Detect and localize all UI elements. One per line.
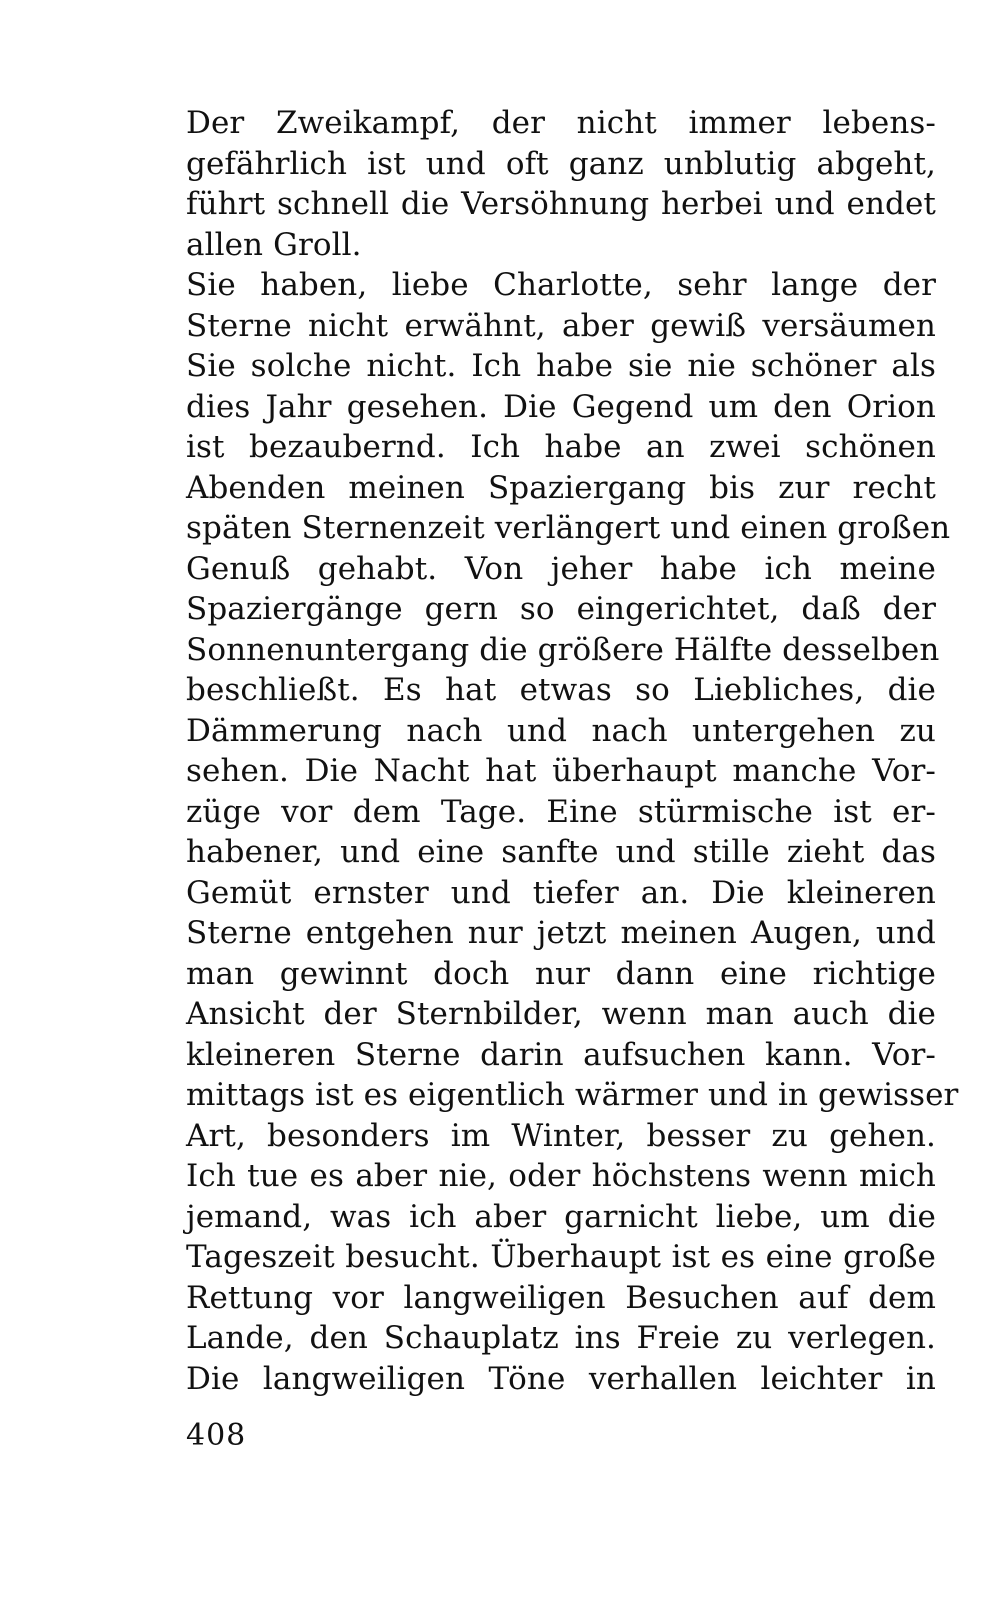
text-line: führt schnell die Versöhnung herbei und endet [186, 186, 936, 222]
text-line: Sonnenuntergang die größere Hälfte desselben [186, 631, 940, 668]
text-line: Genuß gehabt. Von jeher habe ich meine [186, 550, 936, 587]
text-line: späten Sternenzeit verlängert und einen großen [186, 510, 951, 546]
text-line: Rettung vor langweiligen Besuchen auf dem [186, 1279, 936, 1316]
page-number: 408 [186, 1418, 247, 1453]
text-line: allen Groll. [186, 226, 362, 263]
text-line: man gewinnt doch nur dann eine richtige [186, 955, 936, 992]
text-line: mittags ist es eigentlich wärmer und in gewisser [186, 1077, 959, 1113]
text-line: Sterne entgehen nur jetzt meinen Augen, und [186, 915, 936, 951]
text-line: züge vor dem Tage. Eine stürmische ist er- [186, 793, 936, 830]
text-line: Sie haben, liebe Charlotte, sehr lange der [186, 267, 936, 303]
text-line: Lande, den Schauplatz ins Freie zu verlegen. [186, 1320, 936, 1356]
text-line: Die langweiligen Töne verhallen leichter in [186, 1360, 936, 1397]
text-line: gefährlich ist und oft ganz unblutig abgeht, [186, 145, 936, 182]
text-line: Sterne nicht erwähnt, aber gewiß versäumen [186, 307, 936, 344]
text-line: Dämmerung nach und nach untergehen zu [186, 712, 936, 749]
text-line: Ansicht der Sternbilder, wenn man auch die [186, 996, 936, 1032]
text-line: habener, und eine sanfte und stille zieht das [186, 834, 936, 870]
text-line: Gemüt ernster und tiefer an. Die kleineren [186, 874, 936, 911]
text-line: Art, besonders im Winter, besser zu gehen. [186, 1117, 936, 1154]
text-line: ist bezaubernd. Ich habe an zwei schönen [186, 429, 936, 465]
text-line: kleineren Sterne darin aufsuchen kann. Vor- [186, 1036, 936, 1073]
text-line: jemand, was ich aber garnicht liebe, um die [186, 1198, 936, 1235]
text-line: Spaziergänge gern so eingerichtet, daß der [186, 591, 936, 627]
text-line: beschließt. Es hat etwas so Liebliches, die [186, 672, 936, 708]
text-line: dies Jahr gesehen. Die Gegend um den Orion [186, 388, 936, 425]
body-text [186, 103, 959, 1399]
text-line: Sie solche nicht. Ich habe sie nie schöner als [186, 348, 936, 384]
text-line: Der Zweikampf, der nicht immer lebens- [186, 105, 936, 141]
text-line: Tageszeit besucht. Überhaupt ist es eine große [186, 1239, 936, 1275]
text-line: Abenden meinen Spaziergang bis zur recht [186, 469, 936, 506]
text-line: Ich tue es aber nie, oder höchstens wenn mich [186, 1158, 936, 1194]
text-line: sehen. Die Nacht hat überhaupt manche Vor- [186, 753, 936, 789]
